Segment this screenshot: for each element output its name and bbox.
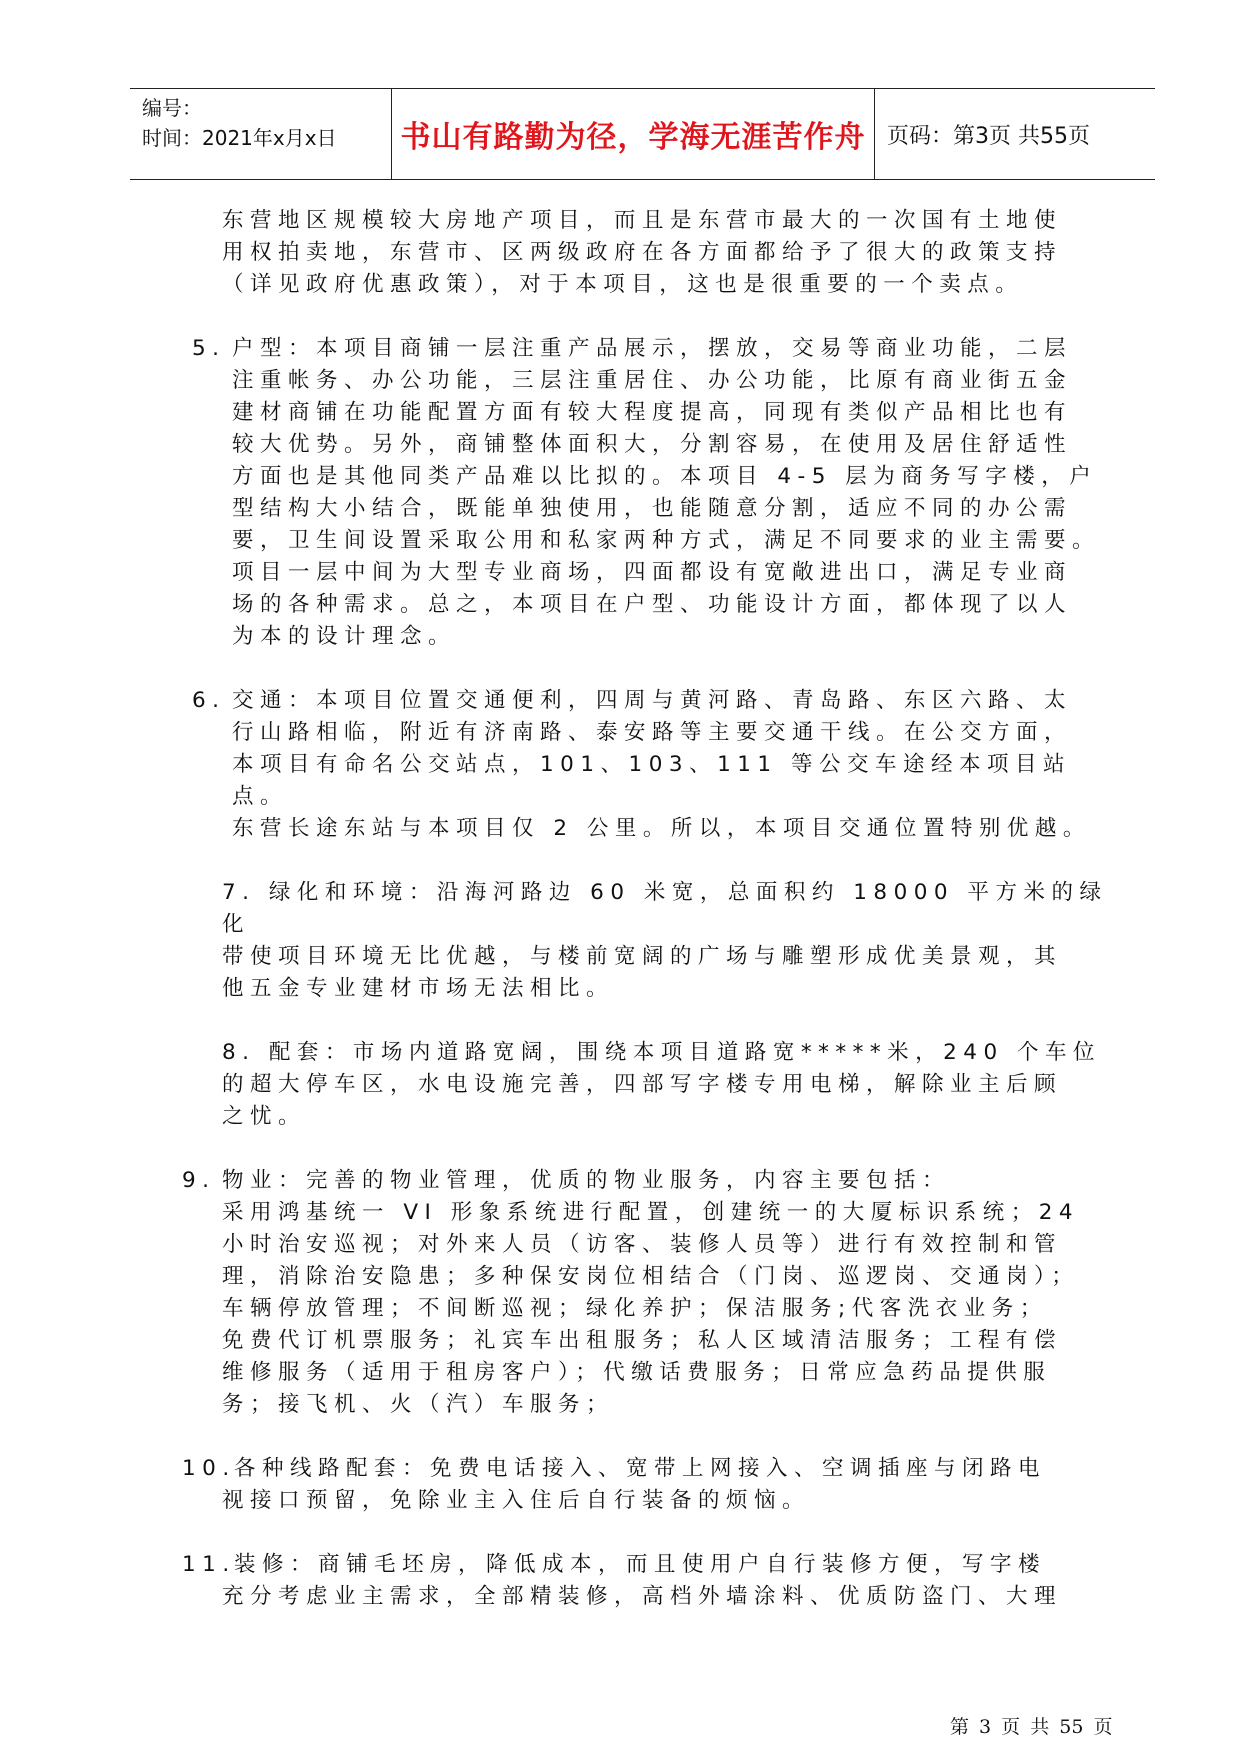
text-line: （详见政府优惠政策），对于本项目，这也是很重要的一个卖点。 <box>222 272 1024 297</box>
text-line: 交通：本项目位置交通便利，四周与黄河路、青岛路、东区六路、太 <box>232 688 1073 713</box>
time-label: 时间：2021年x月x日 <box>142 126 337 150</box>
text-line: 各种线路配套：免费电话接入、宽带上网接入、空调插座与闭路电 <box>234 1456 1047 1481</box>
text-line: 建材商铺在功能配置方面有较大程度提高，同现有类似产品相比也有 <box>232 400 1073 425</box>
text-line: 免费代订机票服务；礼宾车出租服务；私人区域清洁服务；工程有偿 <box>222 1328 1063 1353</box>
header-page-label: 页码：第3页 共55页 <box>887 123 1090 149</box>
text-line: 项目一层中间为大型专业商场，四面都设有宽敞进出口，满足专业商 <box>232 560 1073 585</box>
page-footer: 第 3 页 共 55 页 <box>950 1716 1113 1738</box>
header-meta <box>130 89 392 179</box>
header-slogan: 书山有路勤为径，学海无涯苦作舟 <box>392 89 875 179</box>
item-number: 11. <box>182 1552 236 1577</box>
item-number: 9. <box>182 1168 216 1193</box>
text-line: 户型：本项目商铺一层注重产品展示，摆放，交易等商业功能，二层 <box>232 336 1073 361</box>
document-body <box>182 205 1122 1613</box>
text-line: 较大优势。另外，商铺整体面积大，分割容易，在使用及居住舒适性 <box>232 432 1073 457</box>
text-line: 视接口预留，免除业主入住后自行装备的烦恼。 <box>222 1488 811 1513</box>
text-line: 小时治安巡视；对外来人员（访客、装修人员等）进行有效控制和管 <box>222 1232 1063 1257</box>
text-line: 要，卫生间设置采取公用和私家两种方式，满足不同要求的业主需要。 <box>232 528 1101 553</box>
item-10 <box>182 1453 1122 1517</box>
item-6 <box>192 685 1122 845</box>
item-11 <box>182 1549 1122 1613</box>
text-line: 装修：商铺毛坯房，降低成本，而且使用户自行装修方便，写字楼 <box>234 1552 1047 1577</box>
text-line: 维修服务（适用于租房客户）；代缴话费服务；日常应急药品提供服 <box>222 1360 1052 1385</box>
item-5 <box>192 333 1122 653</box>
text-line: 采用鸿基统一 VI 形象系统进行配置，创建统一的大厦标识系统；24 <box>222 1200 1080 1225</box>
item-number: 10. <box>182 1456 236 1481</box>
text-line: 场的各种需求。总之，本项目在户型、功能设计方面，都体现了以人 <box>232 592 1073 617</box>
intro-paragraph <box>222 205 1122 301</box>
number-label: 编号： <box>142 96 202 120</box>
item-7 <box>222 877 1122 1005</box>
text-line: 8. 配套：市场内道路宽阔，围绕本项目道路宽*****米，240 个车位 <box>222 1040 1101 1065</box>
text-line: 理，消除治安隐患；多种保安岗位相结合（门岗、巡逻岗、交通岗）； <box>222 1264 1080 1289</box>
item-9 <box>182 1165 1122 1421</box>
text-line: 之忧。 <box>222 1104 307 1129</box>
text-line: 充分考虑业主需求，全部精装修，高档外墙涂料、优质防盗门、大理 <box>222 1584 1063 1609</box>
text-line: 的超大停车区，水电设施完善，四部写字楼专用电梯，解除业主后顾 <box>222 1072 1063 1097</box>
text-line: 务；接飞机、火（汽）车服务； <box>222 1392 615 1417</box>
item-number: 5. <box>192 336 226 361</box>
text-line: 带使项目环境无比优越，与楼前宽阔的广场与雕塑形成优美景观，其 <box>222 944 1063 969</box>
text-line: 注重帐务、办公功能，三层注重居住、办公功能，比原有商业街五金 <box>232 368 1073 393</box>
text-line: 他五金专业建材市场无法相比。 <box>222 976 615 1001</box>
text-line: 车辆停放管理；不间断巡视；绿化养护；保洁服务;代客洗衣业务； <box>222 1296 1048 1321</box>
item-number: 6. <box>192 688 226 713</box>
text-line: 行山路相临，附近有济南路、泰安路等主要交通干线。在公交方面， <box>232 720 1073 745</box>
text-line: 用权拍卖地，东营市、区两级政府在各方面都给予了很大的政策支持 <box>222 240 1063 265</box>
text-line: 物业：完善的物业管理，优质的物业服务，内容主要包括： <box>222 1168 951 1193</box>
text-line: 方面也是其他同类产品难以比拟的。本项目 4-5 层为商务写字楼，户 <box>232 464 1098 489</box>
text-line: 7. 绿化和环境：沿海河路边 60 米宽，总面积约 18000 平方米的绿化 <box>222 880 1108 937</box>
text-line: 本项目有命名公交站点，101、103、111 等公交车途经本项目站点。 <box>232 752 1071 809</box>
text-line: 东营地区规模较大房地产项目，而且是东营市最大的一次国有土地使 <box>222 208 1063 233</box>
page-header <box>130 88 1155 180</box>
text-line: 为本的设计理念。 <box>232 624 457 649</box>
text-line: 东营长途东站与本项目仅 2 公里。所以，本项目交通位置特别优越。 <box>232 816 1091 841</box>
item-8 <box>222 1037 1122 1133</box>
text-line: 型结构大小结合，既能单独使用，也能随意分割，适应不同的办公需 <box>232 496 1073 521</box>
